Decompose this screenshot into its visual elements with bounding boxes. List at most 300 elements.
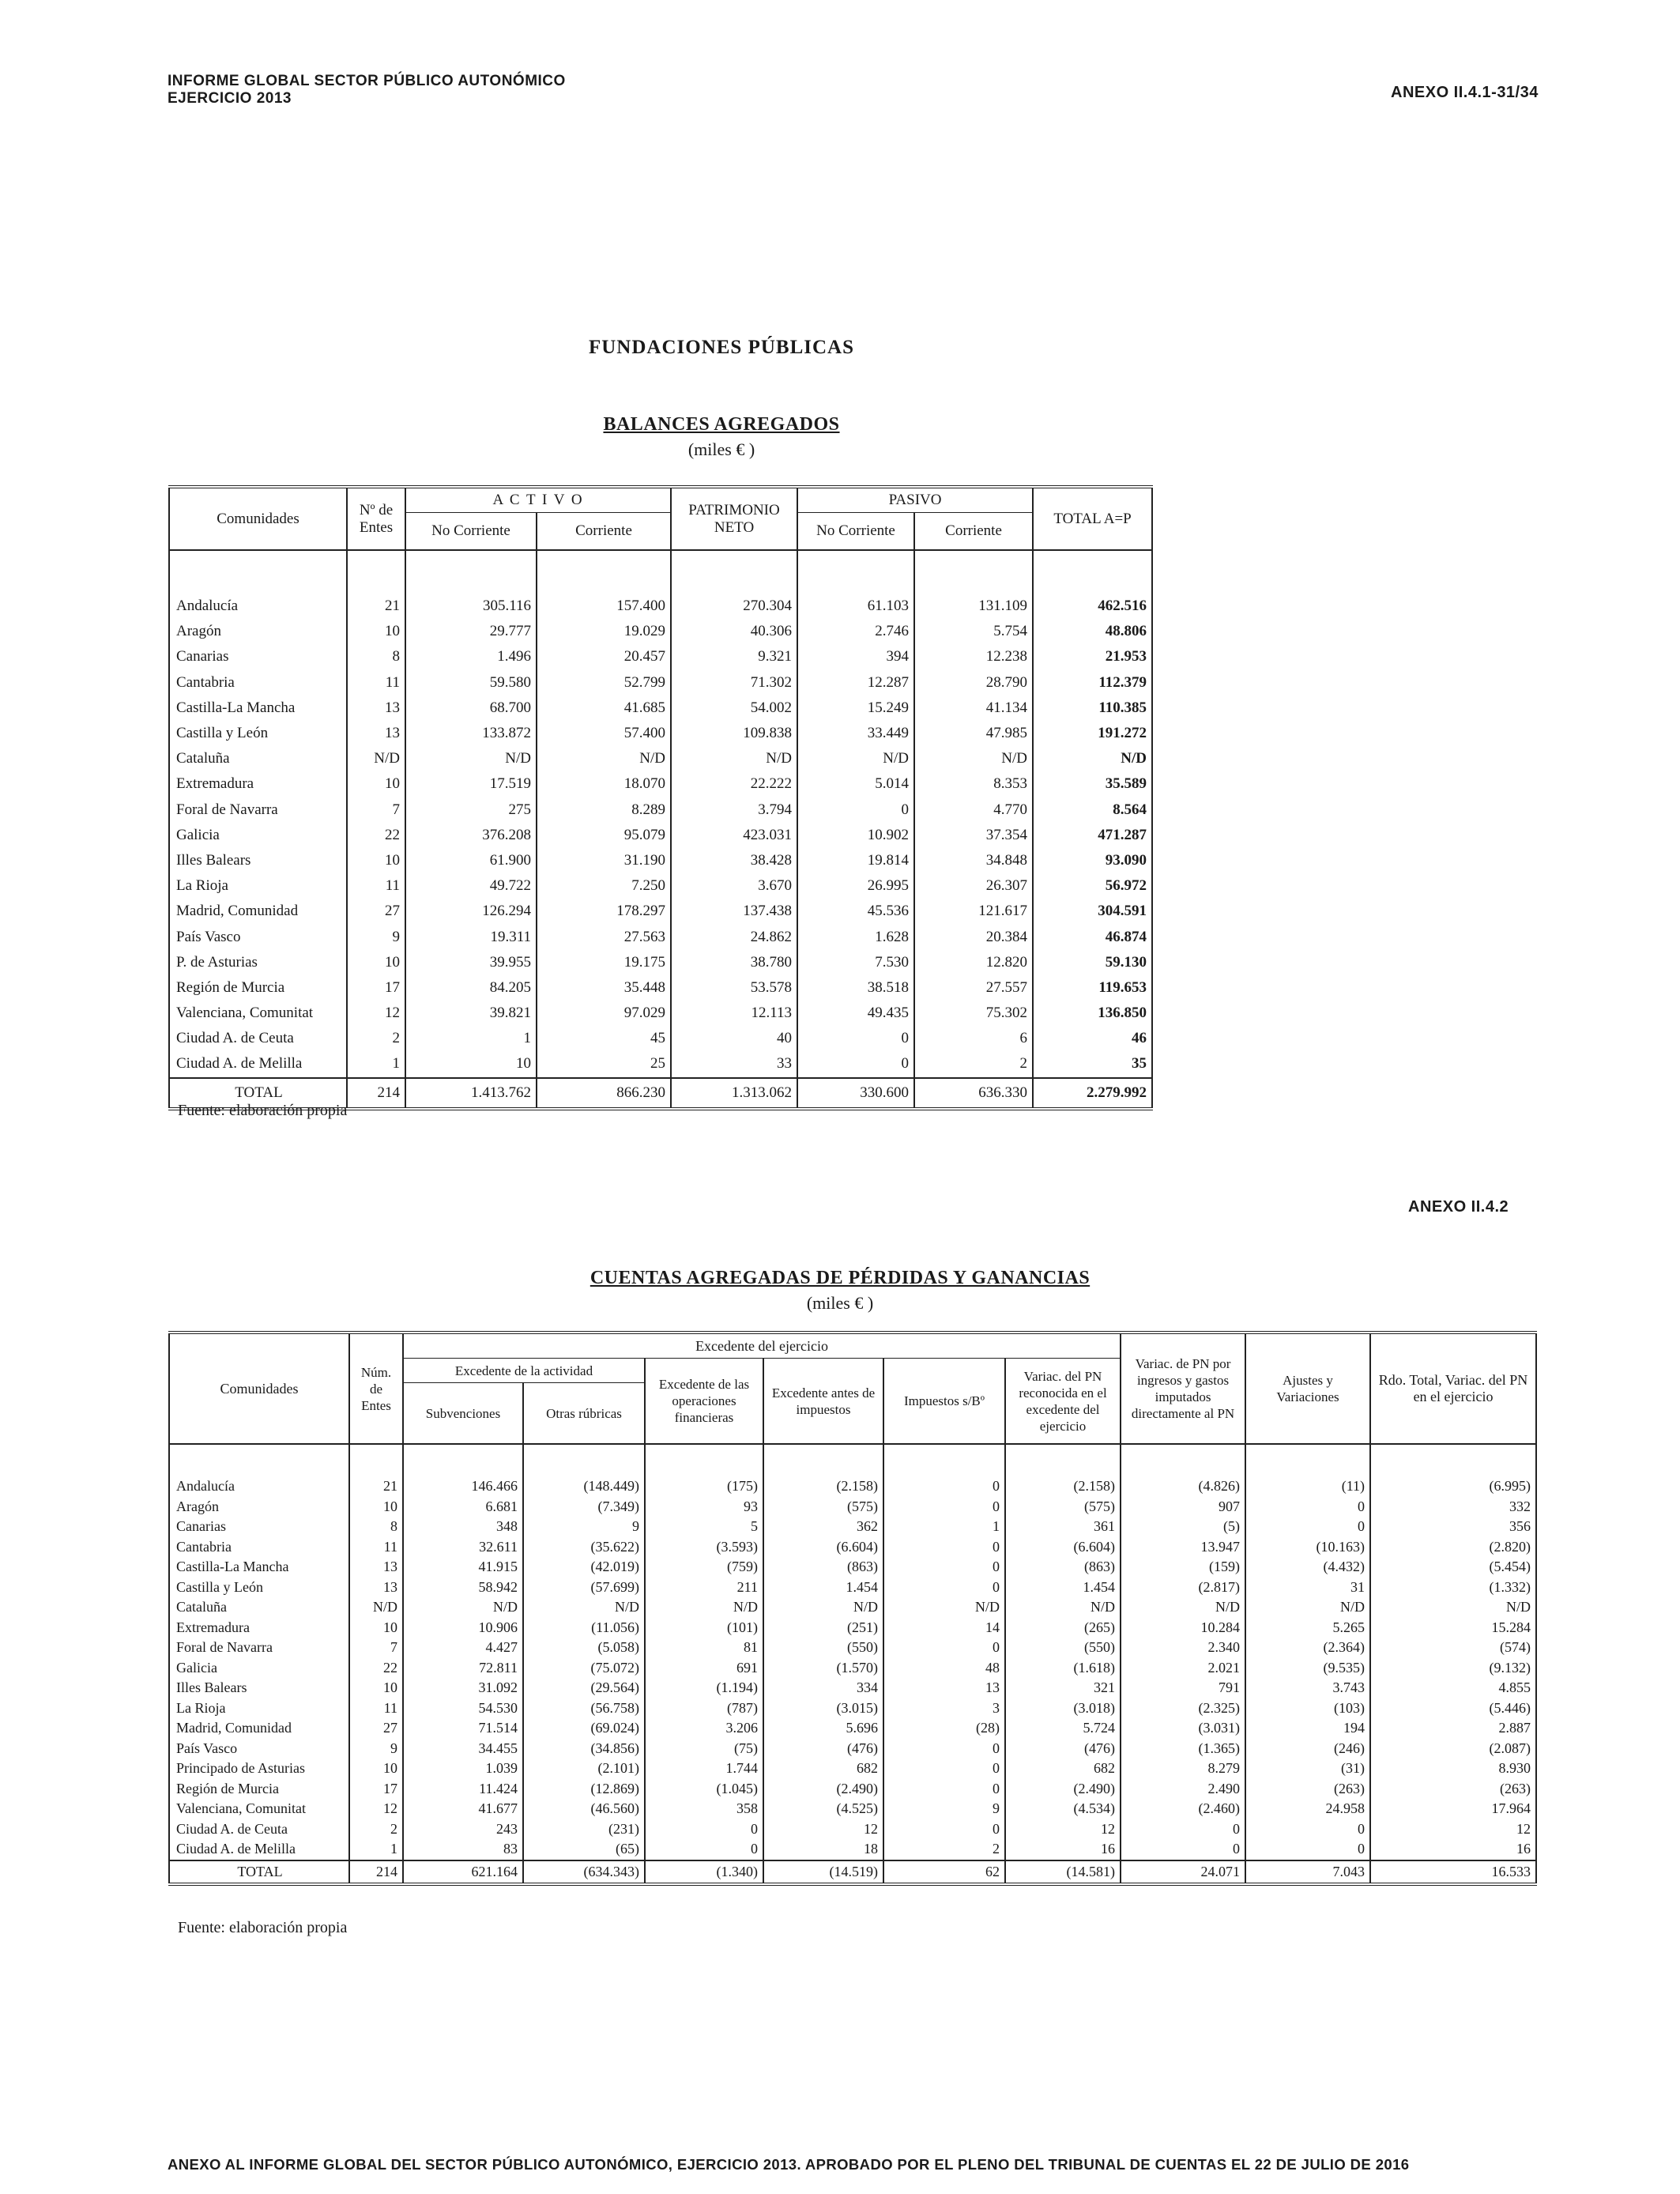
pyg-row (169, 1839, 1536, 1860)
balances-cell-entes: 11 (347, 873, 405, 899)
balances-cell-pnc: 7.530 (797, 950, 914, 975)
balances-cell-pn: 270.304 (671, 594, 797, 619)
header-pasivo: PASIVO (797, 487, 1033, 513)
pyg-cell-sub: 10.906 (403, 1618, 523, 1638)
pyg-cell-fin: (1.045) (645, 1779, 763, 1800)
pyg-cell-entes: 7 (349, 1638, 403, 1658)
pyg-cell-fin: N/D (645, 1597, 763, 1618)
pyg-cell-aj: 3.743 (1245, 1678, 1370, 1698)
balances-cell-ac: 57.400 (537, 721, 671, 746)
pyg-cell-aj: 0 (1245, 1819, 1370, 1840)
balances-cell-total: 93.090 (1033, 848, 1152, 873)
balances-cell-anc: 61.900 (405, 848, 537, 873)
balances-cell-pnc: 2.746 (797, 619, 914, 644)
pyg-cell-rdo: 8.930 (1370, 1759, 1536, 1779)
pyg-cell-entes: N/D (349, 1597, 403, 1618)
pyg-cell-vig: 8.279 (1121, 1759, 1245, 1779)
pyg-cell-imp: N/D (883, 1597, 1005, 1618)
pyg-source: Fuente: elaboración propia (178, 1919, 348, 1936)
pyg-cell-entes: 12 (349, 1799, 403, 1819)
header-total: TOTAL A=P (1033, 487, 1152, 550)
pyg-cell-rdo: 12 (1370, 1819, 1536, 1840)
pyg-cell-name: Madrid, Comunidad (169, 1718, 349, 1739)
pyg-cell-vig: (2.460) (1121, 1799, 1245, 1819)
balances-cell-ac: 178.297 (537, 899, 671, 924)
pyg-cell-otras: N/D (523, 1597, 645, 1618)
balances-cell-anc: 126.294 (405, 899, 537, 924)
balances-cell-entes: 2 (347, 1026, 405, 1051)
balances-cell-anc: 1.413.762 (405, 1078, 537, 1109)
pyg-cell-sub: 243 (403, 1819, 523, 1840)
balances-cell-pc: 2 (914, 1051, 1033, 1077)
pyg-cell-imp: 13 (883, 1678, 1005, 1698)
pyg-cell-name: Extremadura (169, 1618, 349, 1638)
pyg-cell-name: Castilla y León (169, 1578, 349, 1598)
pyg-cell-rdo: 15.284 (1370, 1618, 1536, 1638)
balances-cell-name: La Rioja (169, 873, 347, 899)
balances-cell-total: 56.972 (1033, 873, 1152, 899)
balances-cell-anc: 49.722 (405, 873, 537, 899)
pyg-cell-imp: 0 (883, 1557, 1005, 1578)
pyg-cell-entes: 11 (349, 1698, 403, 1719)
balances-cell-pnc: 49.435 (797, 1001, 914, 1026)
pyg-cell-ai: 12 (763, 1819, 883, 1840)
balances-cell-total: 119.653 (1033, 975, 1152, 1001)
pyg-units: (miles € ) (806, 1293, 874, 1313)
balances-cell-total: 136.850 (1033, 1001, 1152, 1026)
balances-cell-pc: 5.754 (914, 619, 1033, 644)
pyg-cell-entes: 11 (349, 1537, 403, 1558)
balances-row (169, 619, 1152, 644)
balances-cell-entes: 9 (347, 924, 405, 949)
pyg-row (169, 1779, 1536, 1800)
balances-cell-anc: 305.116 (405, 594, 537, 619)
pyg-header-comunidades: Comunidades (169, 1333, 349, 1444)
pyg-cell-otras: (56.758) (523, 1698, 645, 1719)
pyg-cell-name: Illes Balears (169, 1678, 349, 1698)
balances-cell-entes: 7 (347, 797, 405, 823)
pyg-cell-rdo: (9.132) (1370, 1658, 1536, 1679)
pyg-cell-vpn: 12 (1005, 1819, 1121, 1840)
balances-cell-ac: 97.029 (537, 1001, 671, 1026)
pyg-cell-vpn: 1.454 (1005, 1578, 1121, 1598)
balances-cell-pc: 26.307 (914, 873, 1033, 899)
balances-cell-pn: 423.031 (671, 823, 797, 848)
pyg-cell-vig: 0 (1121, 1819, 1245, 1840)
balances-cell-name: Aragón (169, 619, 347, 644)
balances-row (169, 975, 1152, 1001)
pyg-row (169, 1678, 1536, 1698)
pyg-cell-otras: (11.056) (523, 1618, 645, 1638)
page-footer: ANEXO AL INFORME GLOBAL DEL SECTOR PÚBLICO AUTONÓMICO, EJERCICIO 2013. APROBADO POR EL PLENO DEL TRIBUNAL DE CUENTAS EL 22 DE JULIO DE 2016 (168, 2156, 1410, 2173)
pyg-cell-fin: 0 (645, 1819, 763, 1840)
balances-cell-total: 304.591 (1033, 899, 1152, 924)
pyg-cell-otras: (231) (523, 1819, 645, 1840)
balances-cell-pn: 22.222 (671, 771, 797, 797)
pyg-cell-imp: (28) (883, 1718, 1005, 1739)
balances-cell-entes: 1 (347, 1051, 405, 1077)
pyg-cell-entes: 2 (349, 1819, 403, 1840)
pyg-cell-vpn: (863) (1005, 1557, 1121, 1578)
pyg-cell-vpn: (550) (1005, 1638, 1121, 1658)
pyg-cell-rdo: 17.964 (1370, 1799, 1536, 1819)
pyg-cell-rdo: (1.332) (1370, 1578, 1536, 1598)
pyg-header-variac-pn: Variac. del PN reconocida en el excedente del ejercicio (1005, 1359, 1121, 1445)
balances-cell-name: Ciudad A. de Melilla (169, 1051, 347, 1077)
header-patrimonio-neto: PATRIMONIO NETO (671, 487, 797, 550)
pyg-cell-aj: (4.432) (1245, 1557, 1370, 1578)
pyg-cell-ai: (4.525) (763, 1799, 883, 1819)
pyg-cell-imp: 0 (883, 1779, 1005, 1800)
pyg-cell-rdo: 16 (1370, 1839, 1536, 1860)
balances-cell-ac: 95.079 (537, 823, 671, 848)
pyg-header-rdo-total: Rdo. Total, Variac. del PN en el ejercicio (1370, 1333, 1536, 1444)
balances-cell-total: 46 (1033, 1026, 1152, 1051)
balances-cell-pn: 33 (671, 1051, 797, 1077)
pyg-cell-otras: (12.869) (523, 1779, 645, 1800)
balances-cell-pnc: 45.536 (797, 899, 914, 924)
balances-cell-pn: 38.780 (671, 950, 797, 975)
balances-cell-entes: 8 (347, 644, 405, 669)
balances-cell-entes: 11 (347, 670, 405, 696)
pyg-cell-aj: (10.163) (1245, 1537, 1370, 1558)
pyg-cell-entes: 21 (349, 1476, 403, 1497)
pyg-title: CUENTAS AGREGADAS DE PÉRDIDAS Y GANANCIAS (590, 1268, 1090, 1288)
balances-cell-total: 8.564 (1033, 797, 1152, 823)
balances-row (169, 797, 1152, 823)
pyg-cell-fin: (1.340) (645, 1860, 763, 1884)
pyg-cell-otras: (34.856) (523, 1739, 645, 1759)
report-year: EJERCICIO 2013 (168, 90, 292, 107)
pyg-cell-fin: 358 (645, 1799, 763, 1819)
pyg-cell-sub: 1.039 (403, 1759, 523, 1779)
pyg-cell-sub: 34.455 (403, 1739, 523, 1759)
balances-cell-entes: 27 (347, 899, 405, 924)
balances-cell-pc: 75.302 (914, 1001, 1033, 1026)
balances-cell-name: Región de Murcia (169, 975, 347, 1001)
pyg-header-impuestos: Impuestos s/Bº (883, 1359, 1005, 1445)
pyg-cell-vig: (4.826) (1121, 1476, 1245, 1497)
balances-cell-name: Cataluña (169, 746, 347, 771)
pyg-cell-vpn: 16 (1005, 1839, 1121, 1860)
pyg-cell-rdo: (2.087) (1370, 1739, 1536, 1759)
pyg-cell-vpn: (3.018) (1005, 1698, 1121, 1719)
pyg-cell-vig: 10.284 (1121, 1618, 1245, 1638)
pyg-cell-name: Valenciana, Comunitat (169, 1799, 349, 1819)
pyg-cell-ai: (251) (763, 1618, 883, 1638)
pyg-row (169, 1537, 1536, 1558)
balances-cell-anc: 1.496 (405, 644, 537, 669)
pyg-cell-rdo: (574) (1370, 1638, 1536, 1658)
pyg-total-row (169, 1860, 1536, 1884)
pyg-cell-entes: 10 (349, 1618, 403, 1638)
pyg-cell-aj: (263) (1245, 1779, 1370, 1800)
pyg-cell-name: Galicia (169, 1658, 349, 1679)
pyg-cell-ai: (575) (763, 1497, 883, 1517)
pyg-cell-otras: (69.024) (523, 1718, 645, 1739)
pyg-cell-ai: 362 (763, 1517, 883, 1537)
balances-cell-pnc: N/D (797, 746, 914, 771)
pyg-cell-aj: (31) (1245, 1759, 1370, 1779)
balances-units: (miles € ) (687, 439, 755, 459)
pyg-cell-vig: (159) (1121, 1557, 1245, 1578)
balances-cell-ac: 27.563 (537, 924, 671, 949)
pyg-cell-otras: (35.622) (523, 1537, 645, 1558)
pyg-cell-aj: (246) (1245, 1739, 1370, 1759)
balances-cell-anc: 17.519 (405, 771, 537, 797)
pyg-cell-vpn: (6.604) (1005, 1537, 1121, 1558)
pyg-cell-entes: 17 (349, 1779, 403, 1800)
balances-row (169, 771, 1152, 797)
pyg-cell-vig: (5) (1121, 1517, 1245, 1537)
pyg-cell-aj: 24.958 (1245, 1799, 1370, 1819)
balances-cell-anc: 68.700 (405, 696, 537, 721)
balances-cell-entes: 17 (347, 975, 405, 1001)
pyg-cell-ai: (1.570) (763, 1658, 883, 1679)
pyg-row (169, 1618, 1536, 1638)
pyg-header-variac-ingresos-gastos: Variac. de PN por ingresos y gastos imputados directamente al PN (1121, 1333, 1245, 1444)
pyg-cell-fin: 0 (645, 1839, 763, 1860)
pyg-cell-otras: (65) (523, 1839, 645, 1860)
balances-cell-ac: 52.799 (537, 670, 671, 696)
pyg-cell-vpn: (265) (1005, 1618, 1121, 1638)
balances-cell-pnc: 61.103 (797, 594, 914, 619)
balances-cell-pc: 12.238 (914, 644, 1033, 669)
balances-row (169, 644, 1152, 669)
pyg-cell-vpn: (4.534) (1005, 1799, 1121, 1819)
balances-row (169, 848, 1152, 873)
pyg-cell-fin: 93 (645, 1497, 763, 1517)
pyg-cell-imp: 9 (883, 1799, 1005, 1819)
pyg-cell-otras: (42.019) (523, 1557, 645, 1578)
pyg-cell-ai: (476) (763, 1739, 883, 1759)
balances-cell-total: N/D (1033, 746, 1152, 771)
balances-cell-name: Valenciana, Comunitat (169, 1001, 347, 1026)
pyg-cell-ai: 682 (763, 1759, 883, 1779)
balances-cell-pn: 3.670 (671, 873, 797, 899)
pyg-cell-ai: (550) (763, 1638, 883, 1658)
pyg-cell-otras: (5.058) (523, 1638, 645, 1658)
balances-cell-entes: 214 (347, 1078, 405, 1109)
balances-row (169, 1051, 1152, 1077)
pyg-cell-vig: 907 (1121, 1497, 1245, 1517)
balances-row (169, 746, 1152, 771)
balances-row (169, 696, 1152, 721)
pyg-cell-vig: 2.340 (1121, 1638, 1245, 1658)
pyg-row (169, 1658, 1536, 1679)
header-n-entes: Nº de Entes (347, 487, 405, 550)
pyg-cell-ai: N/D (763, 1597, 883, 1618)
pyg-cell-aj: (103) (1245, 1698, 1370, 1719)
pyg-cell-fin: (175) (645, 1476, 763, 1497)
balances-cell-pc: 6 (914, 1026, 1033, 1051)
pyg-cell-name: Ciudad A. de Melilla (169, 1839, 349, 1860)
pyg-cell-aj: 0 (1245, 1497, 1370, 1517)
balances-cell-pc: 28.790 (914, 670, 1033, 696)
balances-cell-ac: 7.250 (537, 873, 671, 899)
balances-cell-name: País Vasco (169, 924, 347, 949)
pyg-cell-ai: (6.604) (763, 1537, 883, 1558)
balances-cell-ac: 19.175 (537, 950, 671, 975)
balances-row (169, 1026, 1152, 1051)
pyg-table-body (169, 1444, 1536, 1884)
pyg-cell-aj: 194 (1245, 1718, 1370, 1739)
pyg-row (169, 1799, 1536, 1819)
pyg-cell-sub: 146.466 (403, 1476, 523, 1497)
balances-cell-pnc: 19.814 (797, 848, 914, 873)
pyg-cell-name: Andalucía (169, 1476, 349, 1497)
balances-cell-pnc: 10.902 (797, 823, 914, 848)
balances-cell-name: TOTAL (169, 1078, 347, 1109)
balances-table (168, 485, 1153, 1110)
balances-cell-pn: 24.862 (671, 924, 797, 949)
balances-cell-name: Madrid, Comunidad (169, 899, 347, 924)
balances-cell-pnc: 330.600 (797, 1078, 914, 1109)
pyg-cell-name: Foral de Navarra (169, 1638, 349, 1658)
pyg-row (169, 1476, 1536, 1497)
balances-cell-ac: 35.448 (537, 975, 671, 1001)
balances-cell-total: 35.589 (1033, 771, 1152, 797)
balances-title: BALANCES AGREGADOS (603, 414, 840, 435)
pyg-cell-imp: 0 (883, 1759, 1005, 1779)
balances-cell-entes: 10 (347, 848, 405, 873)
pyg-cell-imp: 48 (883, 1658, 1005, 1679)
pyg-cell-vig: 13.947 (1121, 1537, 1245, 1558)
pyg-cell-imp: 0 (883, 1537, 1005, 1558)
pyg-cell-aj: N/D (1245, 1597, 1370, 1618)
pyg-cell-imp: 0 (883, 1476, 1005, 1497)
pyg-row (169, 1759, 1536, 1779)
balances-cell-entes: 10 (347, 950, 405, 975)
pyg-cell-otras: (634.343) (523, 1860, 645, 1884)
pyg-header-excedente-antes-impuestos: Excedente antes de impuestos (763, 1359, 883, 1445)
pyg-cell-vig: (3.031) (1121, 1718, 1245, 1739)
balances-cell-entes: 12 (347, 1001, 405, 1026)
balances-cell-pnc: 38.518 (797, 975, 914, 1001)
balances-cell-pnc: 26.995 (797, 873, 914, 899)
balances-cell-name: Foral de Navarra (169, 797, 347, 823)
pyg-cell-otras: (29.564) (523, 1678, 645, 1698)
pyg-row (169, 1819, 1536, 1840)
pyg-cell-vpn: 361 (1005, 1517, 1121, 1537)
pyg-cell-aj: 0 (1245, 1839, 1370, 1860)
balances-cell-total: 48.806 (1033, 619, 1152, 644)
balances-cell-pnc: 0 (797, 797, 914, 823)
balances-cell-pc: 8.353 (914, 771, 1033, 797)
pyg-cell-vig: 0 (1121, 1839, 1245, 1860)
pyg-cell-sub: 41.677 (403, 1799, 523, 1819)
pyg-cell-fin: (787) (645, 1698, 763, 1719)
balances-row (169, 1001, 1152, 1026)
pyg-cell-imp: 1 (883, 1517, 1005, 1537)
balances-cell-total: 35 (1033, 1051, 1152, 1077)
pyg-cell-fin: (3.593) (645, 1537, 763, 1558)
balances-cell-anc: 59.580 (405, 670, 537, 696)
balances-cell-entes: 22 (347, 823, 405, 848)
balances-cell-pnc: 12.287 (797, 670, 914, 696)
pyg-cell-vpn: (14.581) (1005, 1860, 1121, 1884)
pyg-cell-otras: (46.560) (523, 1799, 645, 1819)
balances-cell-anc: 275 (405, 797, 537, 823)
balances-cell-entes: 13 (347, 696, 405, 721)
pyg-cell-entes: 214 (349, 1860, 403, 1884)
pyg-cell-vig: 2.490 (1121, 1779, 1245, 1800)
balances-cell-pnc: 0 (797, 1026, 914, 1051)
pyg-cell-fin: (75) (645, 1739, 763, 1759)
balances-cell-pnc: 0 (797, 1051, 914, 1077)
balances-cell-pn: 40 (671, 1026, 797, 1051)
pyg-cell-vig: 24.071 (1121, 1860, 1245, 1884)
pyg-cell-vpn: (2.158) (1005, 1476, 1121, 1497)
balances-cell-ac: 25 (537, 1051, 671, 1077)
pyg-cell-name: Región de Murcia (169, 1779, 349, 1800)
balances-cell-pn: 40.306 (671, 619, 797, 644)
pyg-cell-name: Canarias (169, 1517, 349, 1537)
pyg-cell-aj: 31 (1245, 1578, 1370, 1598)
balances-cell-pnc: 394 (797, 644, 914, 669)
pyg-cell-sub: 54.530 (403, 1698, 523, 1719)
pyg-cell-entes: 13 (349, 1578, 403, 1598)
header-activo-corriente: Corriente (537, 513, 671, 551)
header-pasivo-no-corriente: No Corriente (797, 513, 914, 551)
balances-cell-total: 21.953 (1033, 644, 1152, 669)
pyg-cell-ai: 334 (763, 1678, 883, 1698)
pyg-cell-rdo: 16.533 (1370, 1860, 1536, 1884)
header-activo: A C T I V O (405, 487, 671, 513)
balances-cell-entes: N/D (347, 746, 405, 771)
pyg-row (169, 1497, 1536, 1517)
pyg-cell-otras: (2.101) (523, 1759, 645, 1779)
balances-cell-anc: 39.821 (405, 1001, 537, 1026)
balances-cell-pn: 137.438 (671, 899, 797, 924)
balances-cell-name: Castilla-La Mancha (169, 696, 347, 721)
pyg-cell-ai: (863) (763, 1557, 883, 1578)
balances-cell-entes: 13 (347, 721, 405, 746)
balances-cell-pn: 71.302 (671, 670, 797, 696)
pyg-cell-sub: 31.092 (403, 1678, 523, 1698)
balances-cell-entes: 10 (347, 619, 405, 644)
balances-cell-pc: 47.985 (914, 721, 1033, 746)
balances-cell-name: Andalucía (169, 594, 347, 619)
pyg-header-n-entes: Núm. de Entes (349, 1333, 403, 1444)
balances-cell-pc: 27.557 (914, 975, 1033, 1001)
balances-cell-pnc: 33.449 (797, 721, 914, 746)
pyg-row (169, 1557, 1536, 1578)
balances-cell-pc: 4.770 (914, 797, 1033, 823)
pyg-cell-name: Aragón (169, 1497, 349, 1517)
pyg-cell-sub: 6.681 (403, 1497, 523, 1517)
balances-cell-ac: 31.190 (537, 848, 671, 873)
pyg-cell-entes: 22 (349, 1658, 403, 1679)
pyg-cell-rdo: 2.887 (1370, 1718, 1536, 1739)
balances-cell-ac: 8.289 (537, 797, 671, 823)
pyg-cell-name: Castilla-La Mancha (169, 1557, 349, 1578)
pyg-cell-fin: 3.206 (645, 1718, 763, 1739)
balances-cell-pc: 34.848 (914, 848, 1033, 873)
pyg-cell-otras: 9 (523, 1517, 645, 1537)
balances-row (169, 924, 1152, 949)
pyg-cell-fin: (1.194) (645, 1678, 763, 1698)
pyg-cell-aj: 0 (1245, 1517, 1370, 1537)
balances-cell-pn: 54.002 (671, 696, 797, 721)
pyg-cell-imp: 0 (883, 1578, 1005, 1598)
pyg-cell-fin: 1.744 (645, 1759, 763, 1779)
balances-cell-total: 2.279.992 (1033, 1078, 1152, 1109)
pyg-cell-aj: (11) (1245, 1476, 1370, 1497)
pyg-cell-fin: 81 (645, 1638, 763, 1658)
pyg-cell-name: Ciudad A. de Ceuta (169, 1819, 349, 1840)
header-comunidades: Comunidades (169, 487, 347, 550)
